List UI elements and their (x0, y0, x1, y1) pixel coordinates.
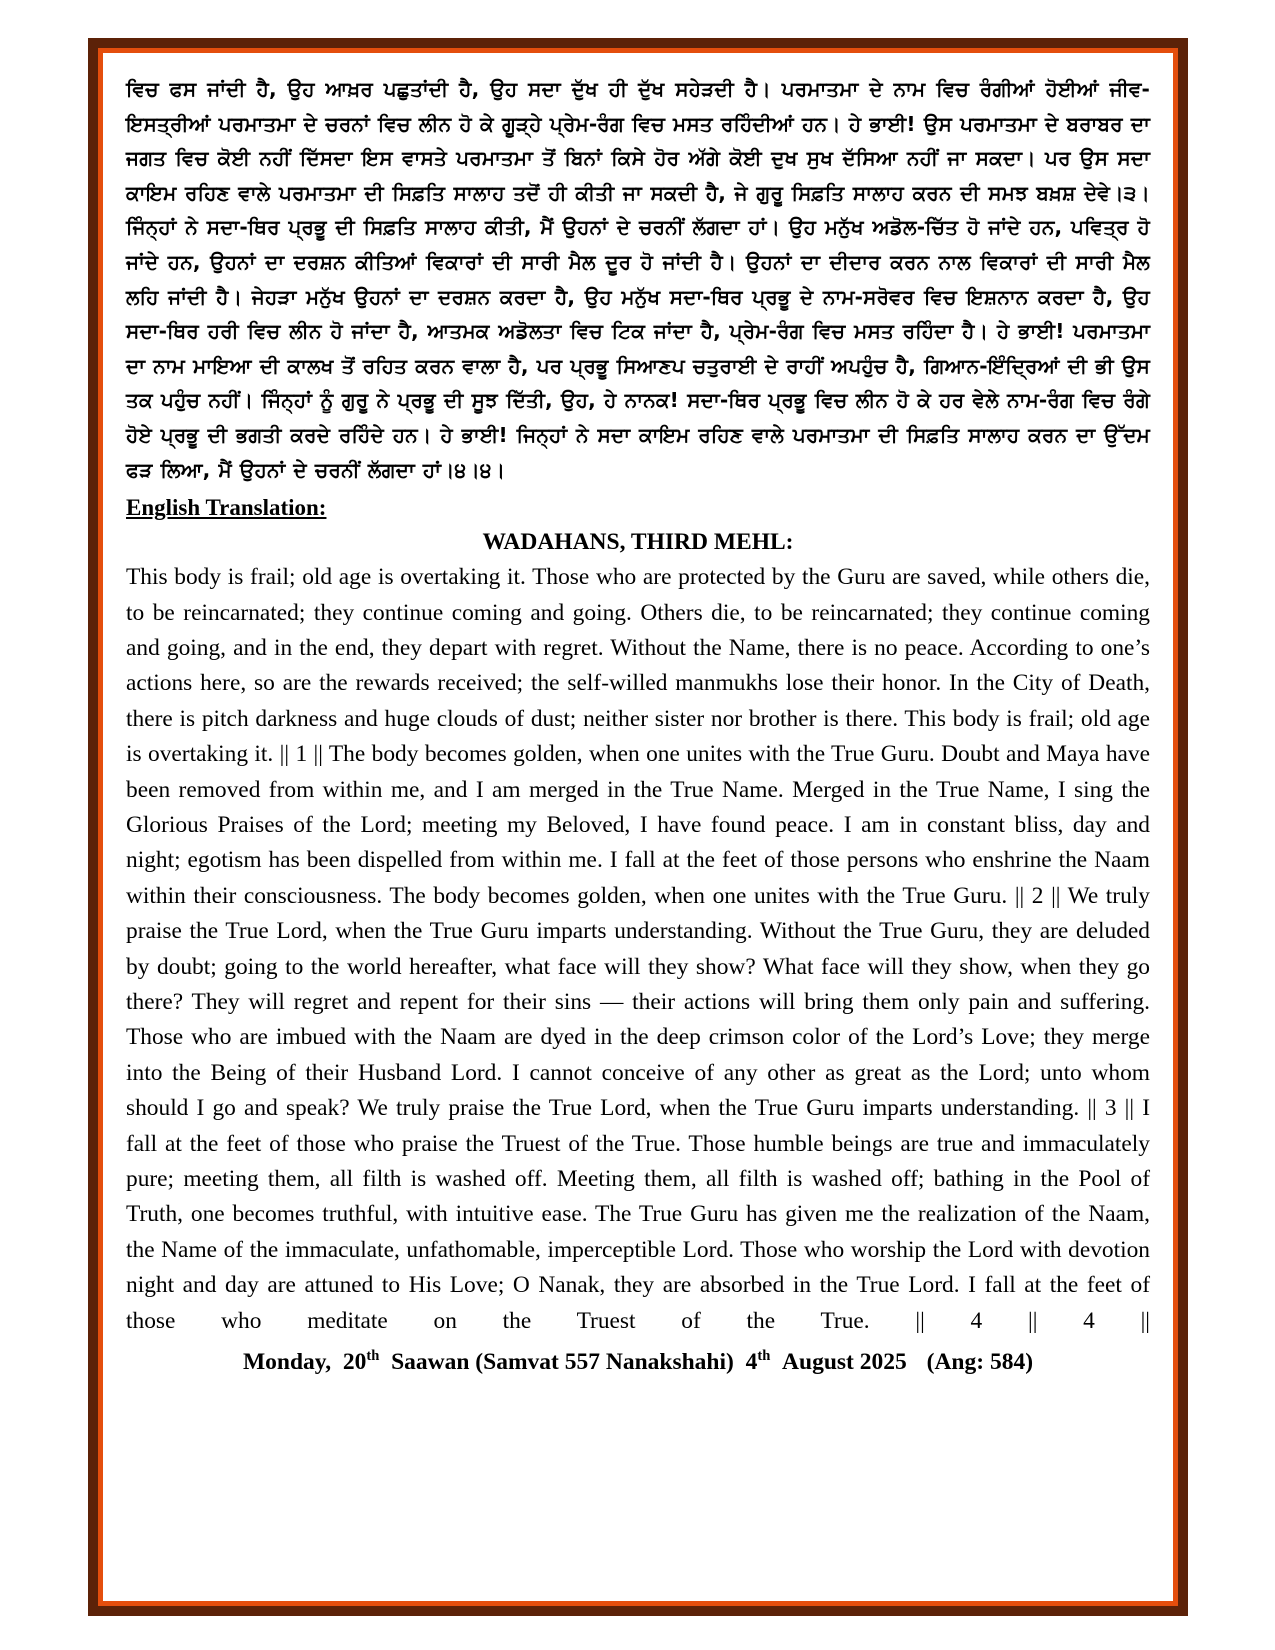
decorative-inner-border (98, 48, 1178, 1606)
decorative-outer-border (88, 38, 1188, 1616)
footer-weekday: Monday, (242, 1349, 332, 1376)
english-translation-label-row (126, 489, 1150, 525)
page-content (108, 58, 1168, 1596)
footer-day-number: 20 (342, 1349, 367, 1376)
english-translation-label: English Translation: (126, 495, 327, 521)
footer-nanakshahi-month: Saawan (Samvat 557 Nanakshahi) (391, 1349, 734, 1376)
gurmukhi-translation-paragraph: ਵਿਚ ਫਸ ਜਾਂਦੀ ਹੈ, ਉਹ ਆਖ਼ਰ ਪਛੁਤਾਂਦੀ ਹੈ, ਉਹ ਸਦਾ ਦੁੱਖ ਹੀ ਦੁੱਖ ਸਹੇੜਦੀ ਹੈ। ਪਰਮਾਤਮਾ ਦੇ ਨਾਮ ਵਿਚ ਰੰਗੀਆਂ ਹੋਈਆਂ ਜੀਵ-ਇਸਤ੍ਰੀਆਂ ਪਰਮਾਤਮਾ ਦੇ ਚਰਨਾਂ ਵਿਚ ਲੀਨ ਹੋ ਕੇ ਗੂੜ੍ਹੇ ਪ੍ਰੇਮ-ਰੰਗ ਵਿਚ ਮਸਤ ਰਹਿੰਦੀਆਂ ਹਨ। ਹੇ ਭਾਈ! ਉਸ ਪਰਮਾਤਮਾ ਦੇ ਬਰਾਬਰ ਦਾ ਜਗਤ ਵਿਚ ਕੋਈ ਨਹੀਂ ਦਿੱਸਦਾ ਇਸ ਵਾਸਤੇ ਪਰਮਾਤਮਾ ਤੋਂ ਬਿਨਾਂ ਕਿਸੇ ਹੋਰ ਅੱਗੇ ਕੋਈ ਦੁਖ ਸੁਖ ਦੱਸਿਆ ਨਹੀਂ ਜਾ ਸਕਦਾ। ਪਰ ਉਸ ਸਦਾ ਕਾਇਮ ਰਹਿਣ ਵਾਲੇ ਪਰਮਾਤਮਾ ਦੀ ਸਿਫ਼ਤਿ ਸਾਲਾਹ ਤਦੋਂ ਹੀ ਕੀਤੀ ਜਾ ਸਕਦੀ ਹੈ, ਜੇ ਗੁਰੂ ਸਿਫ਼ਤਿ ਸਾਲਾਹ ਕਰਨ ਦੀ ਸਮਝ ਬਖ਼ਸ਼ ਦੇਵੇ।੩। ਜਿੰਨ੍ਹਾਂ ਨੇ ਸਦਾ-ਥਿਰ ਪ੍ਰਭੂ ਦੀ ਸਿਫ਼ਤਿ ਸਾਲਾਹ ਕੀਤੀ, ਮੈਂ ਉਹਨਾਂ ਦੇ ਚਰਨੀਂ ਲੱਗਦਾ ਹਾਂ। ਉਹ ਮਨੁੱਖ ਅਡੋਲ-ਚਿੱਤ ਹੋ ਜਾਂਦੇ ਹਨ, ਪਵਿਤ੍ਰ ਹੋ ਜਾਂਦੇ ਹਨ, ਉਹਨਾਂ ਦਾ ਦਰਸ਼ਨ ਕੀਤਿਆਂ ਵਿਕਾਰਾਂ ਦੀ ਸਾਰੀ ਮੈਲ ਦੂਰ ਹੋ ਜਾਂਦੀ ਹੈ। ਉਹਨਾਂ ਦਾ ਦੀਦਾਰ ਕਰਨ ਨਾਲ ਵਿਕਾਰਾਂ ਦੀ ਸਾਰੀ ਮੈਲ ਲਹਿ ਜਾਂਦੀ ਹੈ। ਜੇਹੜਾ ਮਨੁੱਖ ਉਹਨਾਂ ਦਾ ਦਰਸ਼ਨ ਕਰਦਾ ਹੈ, ਉਹ ਮਨੁੱਖ ਸਦਾ-ਥਿਰ ਪ੍ਰਭੂ ਦੇ ਨਾਮ-ਸਰੋਵਰ ਵਿਚ ਇਸ਼ਨਾਨ ਕਰਦਾ ਹੈ, ਉਹ ਸਦਾ-ਥਿਰ ਹਰੀ ਵਿਚ ਲੀਨ ਹੋ ਜਾਂਦਾ ਹੈ, ਆਤਮਕ ਅਡੋਲਤਾ ਵਿਚ ਟਿਕ ਜਾਂਦਾ ਹੈ, ਪ੍ਰੇਮ-ਰੰਗ ਵਿਚ ਮਸਤ ਰਹਿੰਦਾ ਹੈ। ਹੇ ਭਾਈ! ਪਰਮਾਤਮਾ ਦਾ ਨਾਮ ਮਾਇਆ ਦੀ ਕਾਲਖ ਤੋਂ ਰਹਿਤ ਕਰਨ ਵਾਲਾ ਹੈ, ਪਰ ਪ੍ਰਭੂ ਸਿਆਣਪ ਚਤੁਰਾਈ ਦੇ ਰਾਹੀਂ ਅਪਹੁੰਚ ਹੈ, ਗਿਆਨ-ਇੰਦ੍ਰਿਆਂ ਦੀ ਭੀ ਉਸ ਤਕ ਪਹੁੰਚ ਨਹੀਂ। ਜਿੰਨ੍ਹਾਂ ਨੂੰ ਗੁਰੂ ਨੇ ਪ੍ਰਭੂ ਦੀ ਸੂਝ ਦਿੱਤੀ, ਉਹ, ਹੇ ਨਾਨਕ! ਸਦਾ-ਥਿਰ ਪ੍ਰਭੂ ਵਿਚ ਲੀਨ ਹੋ ਕੇ ਹਰ ਵੇਲੇ ਨਾਮ-ਰੰਗ ਵਿਚ ਰੰਗੇ ਹੋਏ ਪ੍ਰਭੂ ਦੀ ਭਗਤੀ ਕਰਦੇ ਰਹਿੰਦੇ ਹਨ। ਹੇ ਭਾਈ! ਜਿਨ੍ਹਾਂ ਨੇ ਸਦਾ ਕਾਇਮ ਰਹਿਣ ਵਾਲੇ ਪਰਮਾਤਮਾ ਦੀ ਸਿਫ਼ਤਿ ਸਾਲਾਹ ਕਰਨ ਦਾ ਉੱਦਮ ਫੜ ਲਿਆ, ਮੈਂ ਉਹਨਾਂ ਦੇ ਚਰਨੀਂ ਲੱਗਦਾ ਹਾਂ।੪।੪। (126, 77, 1150, 482)
footer-gregorian-day-suffix: th (757, 1348, 771, 1365)
shabad-title: WADAHANS, THIRD MEHL: (482, 529, 794, 556)
footer-gregorian-day: 4 (745, 1349, 758, 1376)
footer-date-line (126, 1345, 1150, 1379)
footer-ang-number: (Ang: 584) (926, 1349, 1034, 1376)
english-translation-body: This body is frail; old age is overtaking it. Those who are protected by the Guru are saved, while others die, to be reincarnated; they continue coming and going. Others die, to be reincarnated; they continue coming and going, and in the end, they depart with regret. Without the Name, there is no peace. According to one’s actions here, so are the rewards received; the self-willed manmukhs lose their honor. In the City of Death, there is pitch darkness and huge clouds of dust; neither sister nor brother is there. This body is frail; old age is overtaking it. || 1 || The body becomes golden, when one unites with the True Guru. Doubt and Maya have been removed from within me, and I am merged in the True Name. Merged in the True Name, I sing the Glorious Praises of the Lord; meeting my Beloved, I have found peace. I am in constant bliss, day and night; egotism has been dispelled from within me. I fall at the feet of those persons who enshrine the Naam within their consciousness. The body becomes golden, when one unites with the True Guru. || 2 || We truly praise the True Lord, when the True Guru imparts understanding. Without the True Guru, they are deluded by doubt; going to the world hereafter, what face will they show? What face will they show, when they go there? They will regret and repent for their sins — their actions will bring them only pain and suffering. Those who are imbued with the Naam are dyed in the deep crimson color of the Lord’s Love; they merge into the Being of their Husband Lord. I cannot conceive of any other as great as the Lord; unto whom should I go and speak? We truly praise the True Lord, when the True Guru imparts understanding. || 3 || I fall at the feet of those who praise the Truest of the True. Those humble beings are true and immaculately pure; meeting them, all filth is washed off. Meeting them, all filth is washed off; bathing in the Pool of Truth, one becomes truthful, with intuitive ease. The True Guru has given me the realization of the Naam, the Name of the immaculate, unfathomable, imperceptible Lord. Those who worship the Lord with devotion night and day are attuned to His Love; O Nanak, they are absorbed in the True Lord. I fall at the feet of those who meditate on the Truest of the True. || 4 || 4 || (126, 564, 1150, 1334)
footer-day-suffix: th (366, 1348, 380, 1365)
footer-gregorian-month-year: August 2025 (782, 1349, 907, 1376)
